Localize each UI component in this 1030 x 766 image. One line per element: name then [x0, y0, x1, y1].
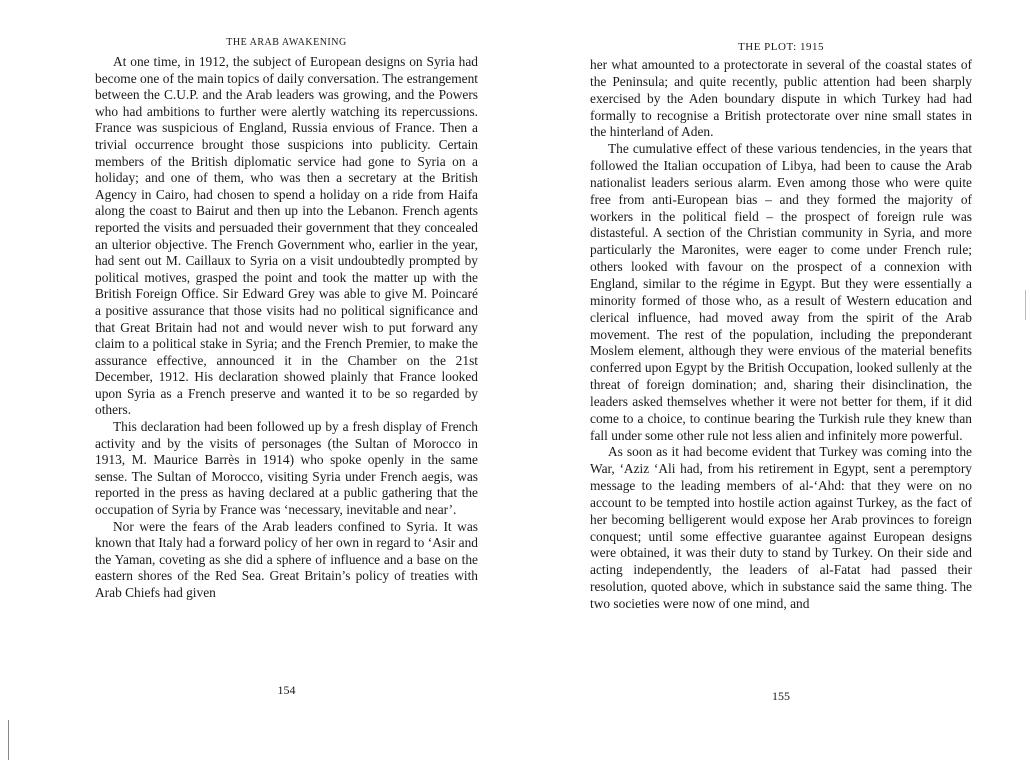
scan-edge-mark: [1025, 290, 1026, 320]
page-number: 154: [277, 683, 296, 697]
page-body-text: [95, 54, 478, 602]
running-head: THE PLOT: 1915: [738, 41, 824, 53]
paragraph: The cumulative effect of these various tendencies, in the years that followed the Italian occupation of Libya, had been to cause the Arab nationalist leaders serious alarm. Even among those who were quite free from anti-European bias – and they formed the majority of workers in the political field – the prospect of foreign rule was distasteful. A section of the Christian community in Syria, and more particularly the Maronites, were eager to come under French rule; others looked with favour on the prospect of a connexion with England, similar to the régime in Egypt. But they were essentially a minority formed of those who, as a result of Western education and clerical influence, had moved away from the spirit of the Arab movement. The rest of the population, including the preponderant Moslem element, although they were envious of the material benefits conferred upon Egypt by the British Occupation, looked sullenly at the threat of foreign domination; and, sharing their disinclination, the leaders asked themselves whether it were not better for them, if it did come to a choice, to continue bearing the Turkish rule they knew than fall under some other rule not less alien and infinitely more powerful.: [590, 141, 972, 443]
paragraph: her what amounted to a protectorate in several of the coastal states of the Peninsula; and quite recently, public attention had been sharply exercised by the Aden boundary dispute in which Turkey had had formally to recognise a British protectorate over nine small states in the hinterland of Aden.: [590, 57, 972, 140]
paragraph: This declaration had been followed up by a fresh display of French activity and by the visits of personages (the Sultan of Morocco in 1913, M. Maurice Barrès in 1914) who spoke openly in the same sense. The Sultan of Morocco, visiting Syria under French aegis, was reported in the press as having declared at a public gathering that the occupation of Syria by France was ‘necessary, inevitable and near’.: [95, 419, 478, 518]
paragraph: Nor were the fears of the Arab leaders confined to Syria. It was known that Italy had a forward policy of her own in regard to ‘Asir and the Yaman, coveting as she did a sphere of influence and a base on the eastern shores of the Red Sea. Great Britain’s policy of treaties with Arab Chiefs had given: [95, 518, 478, 600]
paragraph: As soon as it had become evident that Turkey was coming into the War, ‘Aziz ‘Ali had, from his retirement in Egypt, sent a peremptory message to the leading members of al-‘Ahd: that they were on no account to be tempted into hostile action against Turkey, as the fact of her becoming belligerent would expose her Arab provinces to foreign conquest; until some effective guarantee against European designs were obtained, it was their duty to stand by Turkey. On their side and acting independently, the leaders of al-Fatat had passed their resolution, quoted above, which in substance said the same thing. The two societies were now of one mind, and: [590, 444, 972, 611]
running-head: THE ARAB AWAKENING: [226, 37, 347, 48]
page-number: 155: [772, 689, 790, 703]
paragraph: At one time, in 1912, the subject of European designs on Syria had become one of the main topics of daily conversation. The estrangement between the C.U.P. and the Arab leaders was growing, and the Powers who had ambitions to further were alertly watching its repercussions. France was suspicious of England, Russia envious of France. Then a trivial occurrence brought those suspicions into publicity. Certain members of the British diplomatic service had gone to Syria on a holiday; and one of them, who was then a secretary at the British Agency in Cairo, had chosen to spend a holiday on a ride from Haifa along the coast to Bairut and then up into the Lebanon. French agents reported the visits and persuaded their government that they concealed an ulterior objective. The French Government who, earlier in the year, had sent out M. Caillaux to Syria on a visit undoubtedly prompted by political motives, grasped the point and took the matter up with the British Foreign Office. Sir Edward Grey was able to give M. Poincaré a positive assurance that those visits had no political significance and that Great Britain had not and would never wish to put forward any claim to a political stake in Syria; and the French Premier, to make the assurance effective, announced it in the Chamber on the 21st December, 1912. His declaration showed plainly that France looked upon Syria as a French preserve and wanted it to be so regarded by others.: [95, 54, 478, 418]
page-body-text: [590, 57, 972, 613]
scan-edge-mark: [8, 720, 9, 760]
